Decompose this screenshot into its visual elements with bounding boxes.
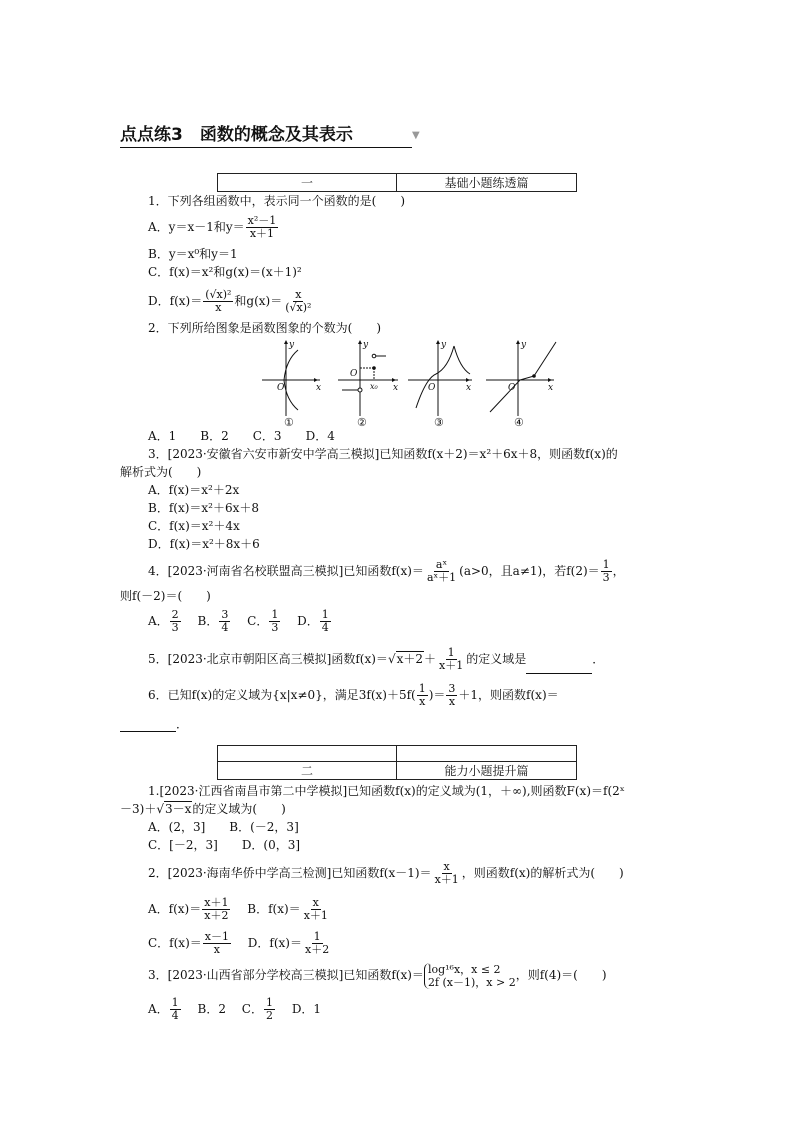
svg-text:①: ① <box>284 416 294 429</box>
question-3-stem: 3．[2023·安徽省六安市新安中学高三模拟]已知函数f(x＋2)＝x²＋6x＋8，则函数f(x)的 <box>148 447 618 461</box>
svg-text:y: y <box>441 340 447 350</box>
graph-4 <box>486 340 556 429</box>
question-1-option-a: A．y＝x－1和y＝ $\frac{\text{x²－1}}{x+1}$ <box>148 214 277 240</box>
question-3-stem-cont: 解析式为( ) <box>120 465 202 479</box>
question-1-stem: 1．下列各组函数中，表示同一个函数的是( ) <box>148 194 405 208</box>
question-1-option-d: D．f(x)＝ $\frac{\text{(√x)²}}{x}$ 和g(x)＝ $\frac{x}{\text{(√x)²}}$ <box>148 288 312 314</box>
p2-question-2-options-cd: C．f(x)＝ $\frac{x-1}{x}$ D．f(x)＝ $\frac{1}{x+2}$ <box>148 930 330 956</box>
svg-text:x: x <box>316 383 322 393</box>
p2-question-1-stem: 1.[2023·江西省南昌市第二中学模拟]已知函数f(x)的定义域为(1，＋∞),则函数F(x)＝f(2ˣ <box>148 784 625 798</box>
svg-text:x: x <box>548 383 554 393</box>
question-5-stem: 5．[2023·北京市朝阳区高三模拟]函数f(x)＝√x＋2＋ $\frac{1}{x+1}$ 的定义域是 ． <box>148 646 605 672</box>
svg-text:x₀: x₀ <box>370 382 378 391</box>
section-name: 基础小题练透篇 <box>397 174 577 192</box>
p2-question-3-choices: A． $\frac{1}{4}$ B．2 C． $\frac{1}{2}$ D．1 <box>148 996 322 1022</box>
section-header-2 <box>217 745 577 780</box>
question-6-answer-line: ． <box>120 716 188 732</box>
svg-text:②: ② <box>357 416 367 429</box>
p2-question-3-stem: 3．[2023·山西省部分学校高三模拟]已知函数f(x)＝ log¹⁶x，x ≤ 2 2f (x－1)，x > 2 ，则f(4)＝( ) <box>148 962 607 989</box>
p2-question-1-stem-cont: －3)＋√3－x的定义域为( ) <box>120 802 286 816</box>
svg-text:O: O <box>428 383 436 393</box>
question-3-option-d: D．f(x)＝x²＋8x＋6 <box>148 537 260 551</box>
question-1-option-b: B．y＝x⁰和y＝1 <box>148 247 238 261</box>
svg-text:③: ③ <box>434 416 444 429</box>
page-title: 点点练3 函数的概念及其表示 <box>120 125 353 145</box>
question-2-choices: A．1 B．2 C．3 D．4 <box>148 429 335 443</box>
svg-text:④: ④ <box>514 416 524 429</box>
graph-1 <box>262 340 321 429</box>
section-header-1 <box>217 173 577 192</box>
svg-text:y: y <box>363 340 369 350</box>
question-4-stem-cont: 则f(－2)＝( ) <box>120 589 211 603</box>
svg-text:O: O <box>277 383 285 393</box>
question-2-stem: 2．下列所给图象是函数图象的个数为( ) <box>148 321 381 335</box>
p2-question-2-stem: 2．[2023·海南华侨中学高三检测]已知函数f(x－1)＝ $\frac{x}{x+1}$ ，则函数f(x)的解析式为( ) <box>148 860 624 886</box>
p2-question-2-options-ab: A．f(x)＝ $\frac{x+1}{x+2}$ B．f(x)＝ $\frac{x}{x+1}$ <box>148 896 328 922</box>
svg-text:x: x <box>466 383 472 393</box>
svg-text:O: O <box>508 383 516 393</box>
section-number: 一 <box>218 174 397 192</box>
question-4-choices: A． $\frac{2}{3}$ B． $\frac{3}{4}$ C． $\frac{1}{3}$ D． $\frac{1}{4}$ <box>148 608 329 634</box>
question-1-option-c: C．f(x)＝x²和g(x)＝(x＋1)² <box>148 265 302 279</box>
question-2-graphs <box>258 338 563 430</box>
question-3-option-b: B．f(x)＝x²＋6x＋8 <box>148 501 260 515</box>
svg-text:x: x <box>393 383 399 393</box>
svg-text:O: O <box>350 369 358 379</box>
question-6-stem: 6．已知f(x)的定义域为{x|x≠0}，满足3f(x)＋5f( $\frac{1}{x}$ )＝ $\frac{3}{x}$ ＋1，则函数f(x)＝ <box>148 682 559 708</box>
graph-2 <box>338 340 398 429</box>
graph-3 <box>408 340 472 429</box>
question-3-option-c: C．f(x)＝x²＋4x <box>148 519 240 533</box>
section-number: 二 <box>218 762 397 780</box>
p2-question-1-options-ab: A．(2，3] B．(－2，3] <box>148 820 299 834</box>
p2-question-1-options-cd: C．[－2，3] D．(0，3] <box>148 838 301 852</box>
title-underline <box>120 147 412 148</box>
svg-text:y: y <box>289 340 295 350</box>
title-marker-icon: ▼ <box>412 130 420 141</box>
question-4-stem: 4．[2023·河南省名校联盟高三模拟]已知函数f(x)＝ $\frac{\text{aˣ}}{\text{aˣ＋1}}$ (a>0，且a≠1)，若f(2)＝ $\frac{1}{3}$ ， <box>148 558 625 584</box>
answer-blank <box>120 719 176 732</box>
section-name: 能力小题提升篇 <box>397 762 577 780</box>
answer-blank <box>526 659 592 674</box>
question-3-option-a: A．f(x)＝x²＋2x <box>148 483 240 497</box>
svg-text:y: y <box>521 340 527 350</box>
